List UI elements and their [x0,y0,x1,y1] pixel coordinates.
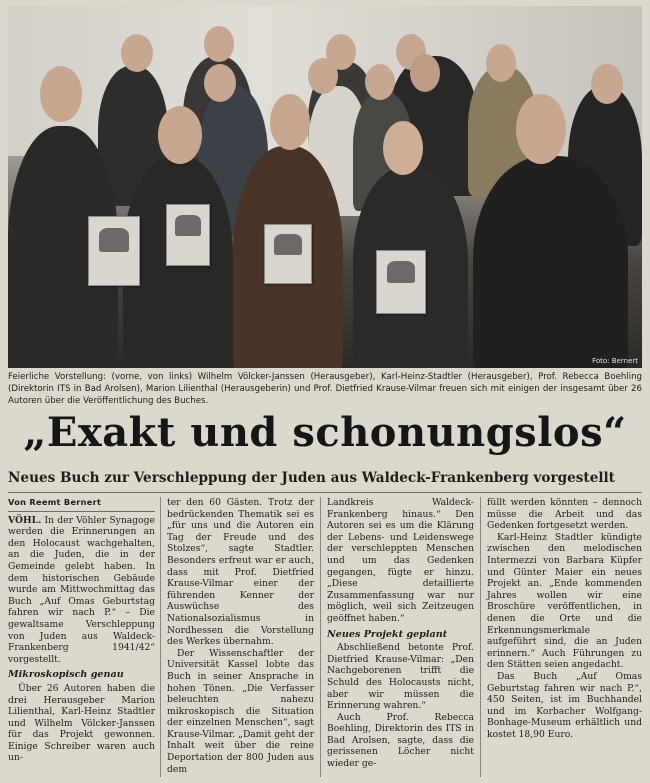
article-column-2 [167,497,314,775]
byline: Von Reemt Bernert [8,497,155,512]
article-column-1 [8,497,155,764]
paragraph: füllt werden könnten – dennoch müsse die Arbeit und das Gedenken fortgesetzt werden. [487,497,642,532]
person-head [365,64,395,100]
paragraph: Abschließend betonte Prof. Dietfried Krause-Vilmar: „Den Nachgeborenen trifft die Schuld des Holocausts nicht, aber wir müssen die Erinnerung wahren.“ [327,642,474,712]
paragraph: Auch Prof. Rebecca Boehling, Direktorin des ITS in Bad Arolsen, sagte, dass die gerissenen Löcher nicht wieder ge- [327,711,474,770]
person-head [204,64,236,102]
paragraph: Landkreis Waldeck-Frankenberg hinaus.“ Den Autoren sei es um die Klärung der Lebens- und Leidenswege der verschleppten Menschen und um das Gedenken gegangen, fügte er hinzu. „Diese detaillierte Zusammenfassung war nur möglich, weil sich Zeitzeugen geöffnet haben.“ [327,497,474,624]
person-head [591,64,623,104]
intertitle: Neues Projekt geplant [327,628,448,640]
person-head [204,26,234,62]
group-photo [8,6,642,368]
paragraph: Das Buch „Auf Omas Geburtstag fahren wir nach P.“, 450 Seiten, ist im Buchhandel und im Korbacher Wolfgang-Bonhage-Museum erhältlich und kostet 18,90 Euro. [487,670,642,740]
person-head [383,121,423,175]
paragraph: Über 26 Autoren haben die drei Herausgeber Marion Lilienthal, Karl-Heinz Stadtler und Wilhelm Völcker-Janssen für das Projekt gewonnen. Einige Schreiber waren auch un- [8,682,155,764]
person-head [270,94,310,150]
book-copy [88,216,140,286]
person-head [486,44,516,82]
book-copy [166,204,210,266]
book-copy [376,250,426,314]
photo-credit: Foto: Bernert [592,357,638,365]
paragraph [8,515,155,666]
divider-rule [8,492,642,493]
article-column-3 [327,497,474,770]
paragraph: Der Wissenschaftler der Universität Kassel lobte das Buch in seiner Ansprache in hohen Tönen. „Die Verfasser beleuchten nahezu mikroskopisch die Situation der einzelnen Menschen“, sagt Krause-Vilmar. „Damit geht der Inhalt weit über die reine Deportation der 800 Juden aus dem [167,647,314,775]
person-silhouette [473,156,628,368]
intertitle: Mikroskopisch genau [8,669,124,681]
paragraph: ter den 60 Gästen. Trotz der bedrückenden Thematik sei es „für uns und die Autoren ein Tag der Freude und des Stolzes“, sagte Stadtler. Besonders erfreut war er auch, dass mit Prof. Dietfried Krause-Vilmar einer der führenden Kenner der Auswüchse des Nationalsozialismus in Nordhessen die Vorstellung des Werkes übernahm. [167,497,314,648]
column-divider [320,497,321,777]
person-head [410,54,440,92]
column-divider [160,497,161,777]
person-head [308,58,338,94]
person-head [516,94,566,164]
article-headline: „Exakt und schonungslos“ [23,409,627,456]
paragraph: Karl-Heinz Stadtler kündigte zwischen den melodischen Intermezzi von Barbara Küpfer und Günter Maier ein neues Projekt an. „Ende kommenden Jahres wollen wir eine Broschüre veröffentlichen, in denen die Orte und die Erkennungsmerkmale aufgeführt sind, die an Juden erinnern.“ Auch Führungen zu den Stätten seien angedacht. [487,531,642,671]
person-head [121,34,153,72]
column-divider [480,497,481,777]
paragraph-text: In der Vöhler Synagoge werden die Erinnerungen an den Holocaust wachgehalten, an die Juden, die in der Gemeinde gelebt haben. In dem historischen Gebäude wurde am Mittwochmittag das Buch „Auf Omas Geburtstag fahren wir nach P.“ – Die gewaltsame Verschleppung von Juden aus Waldeck-Frankenberg 1941/42“ vorgestellt. [8,514,155,665]
person-head [40,66,82,122]
article-subheadline: Neues Buch zur Verschleppung der Juden aus Waldeck-Frankenberg vorgestellt [8,470,615,486]
person-head [158,106,202,164]
photo-caption: Feierliche Vorstellung: (vorne, von links) Wilhelm Völcker-Janssen (Herausgeber), Karl-Heinz-Stadtler (Herausgeber), Prof. Rebecca Boehling (Direktorin ITS in Bad Arolsen), Marion Lilienthal (Herausgeberin) und Prof. Dietfried Krause-Vilmar freuen sich mit einigen der insgesamt über 26 Autoren über die Veröffentlichung des Buches. [8,372,642,406]
book-copy [264,224,312,284]
article-column-4 [487,497,642,740]
dateline: VÖHL. [8,514,42,526]
